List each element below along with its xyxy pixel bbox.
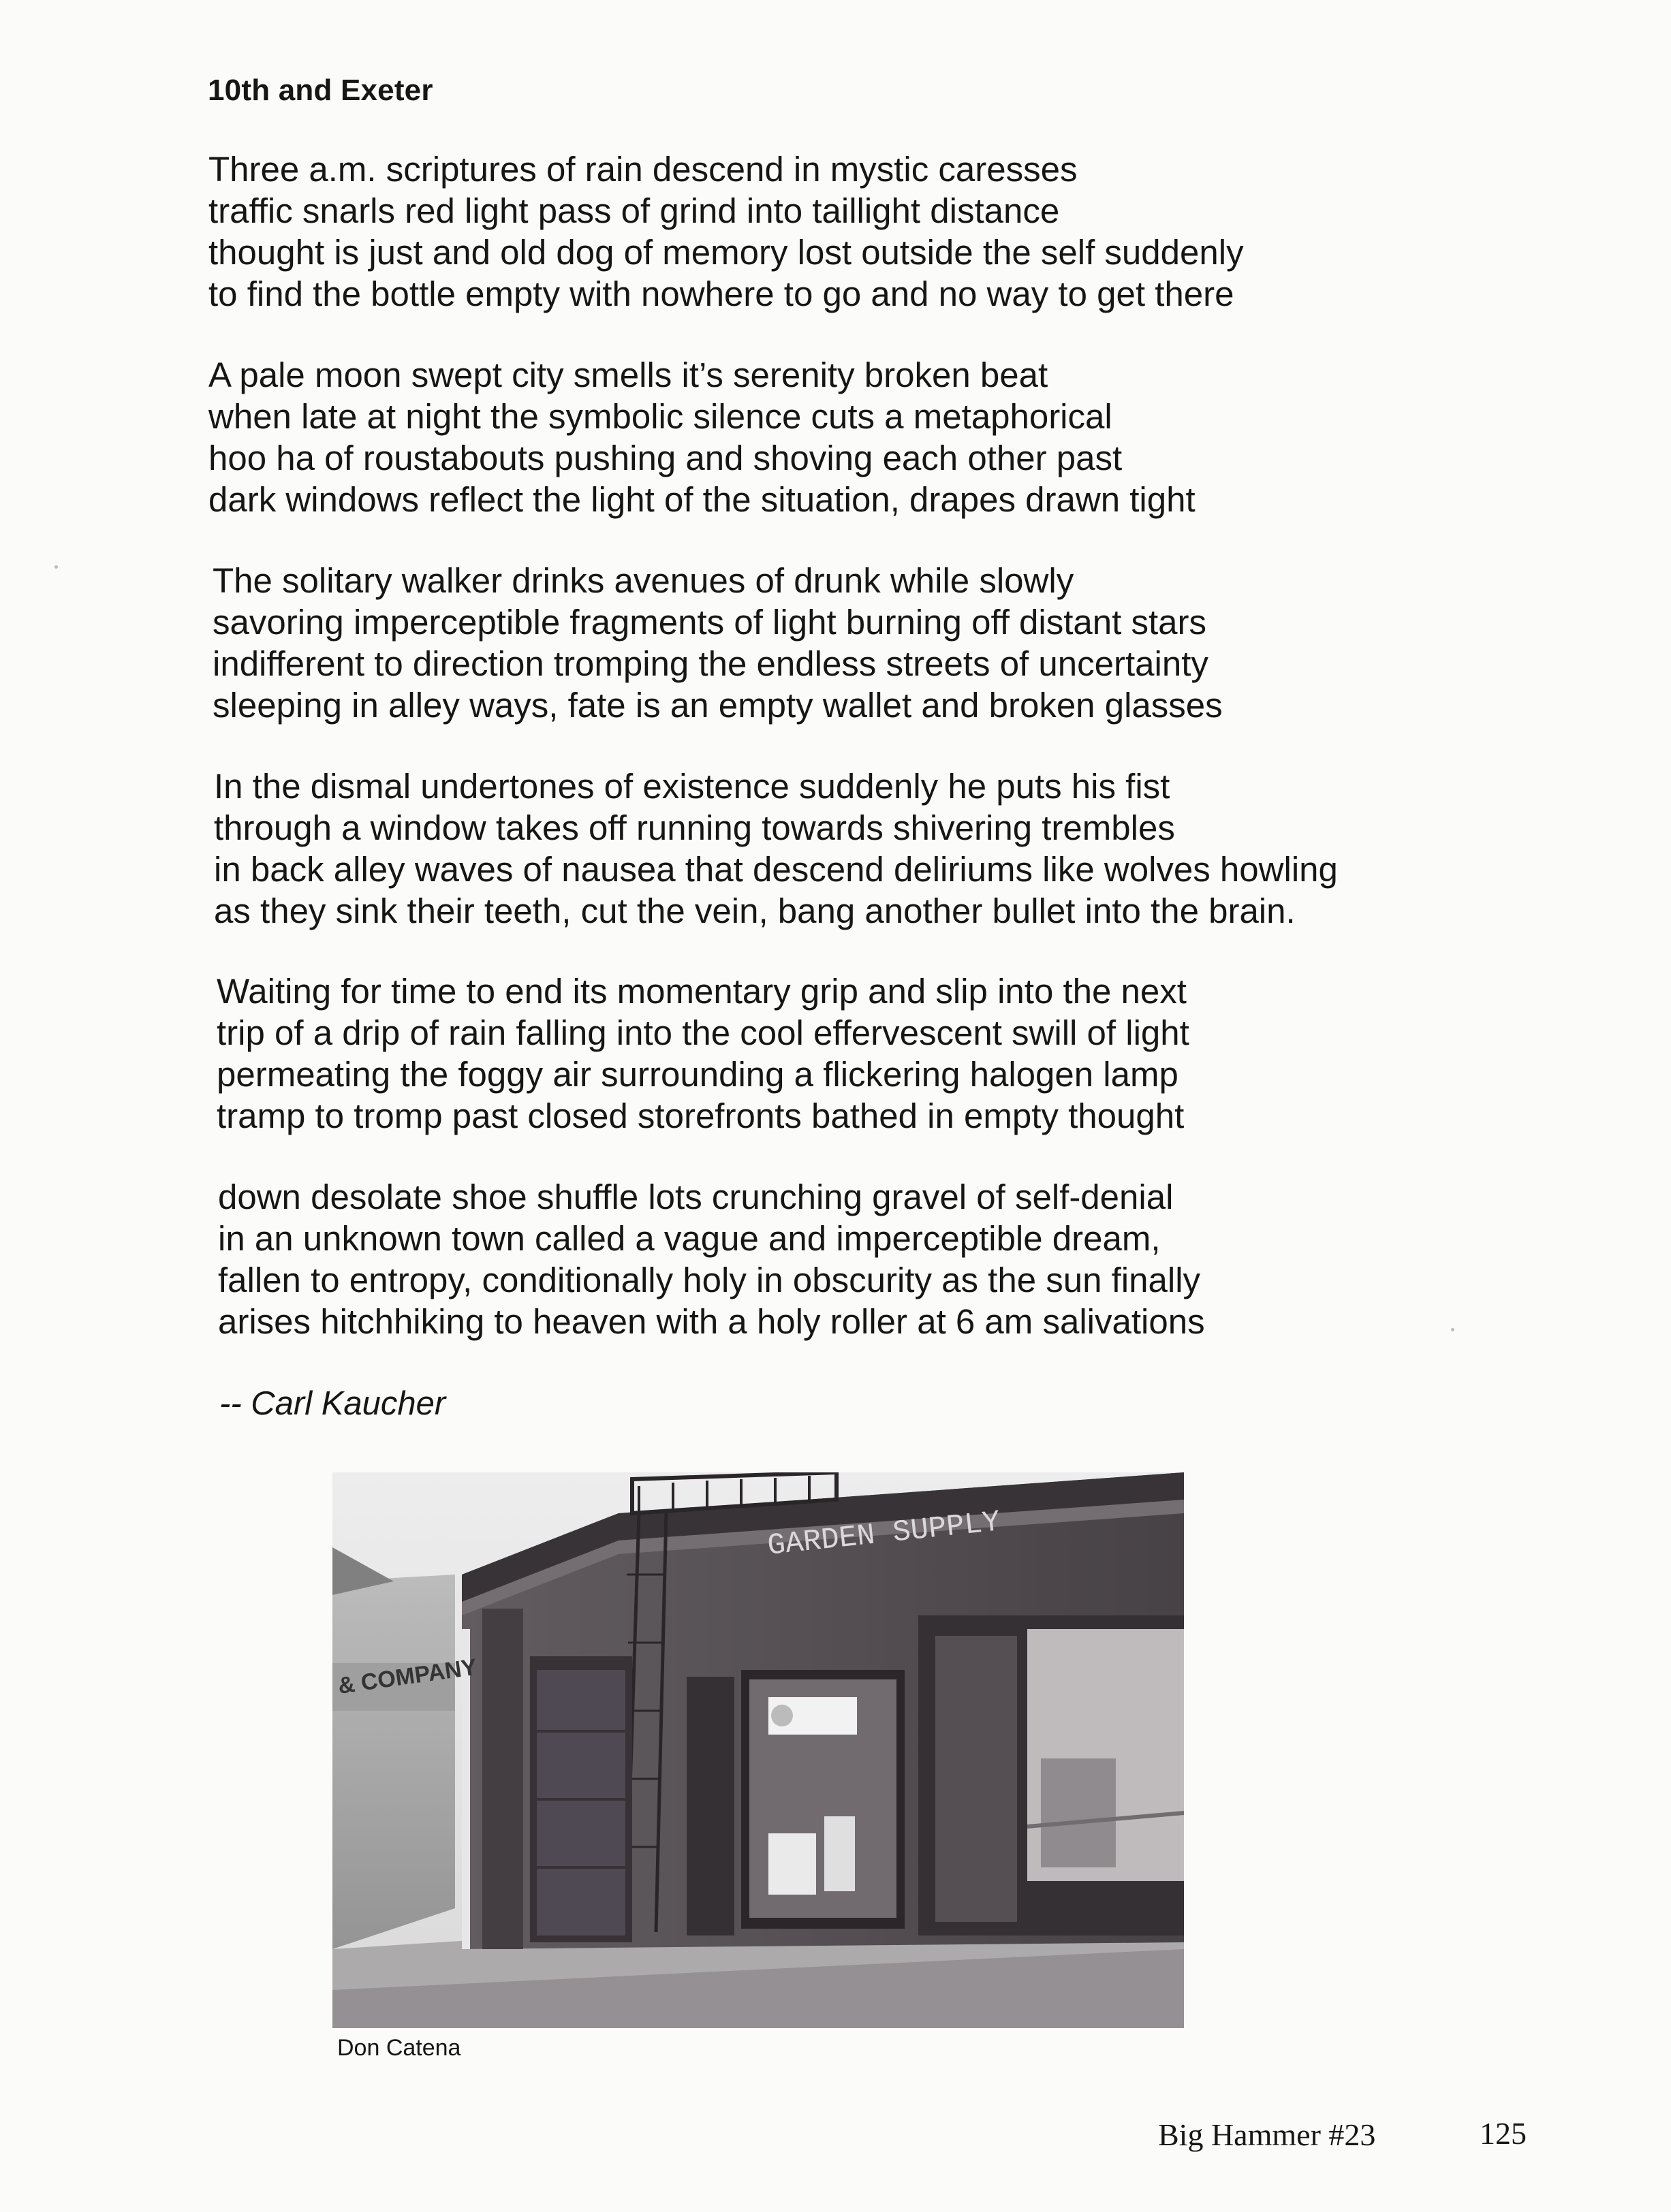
scan-speck <box>1451 1328 1454 1331</box>
poem-line: arises hitchhiking to heaven with a holy roller at 6 am salivations <box>218 1302 1205 1341</box>
stanza-1 <box>208 148 1244 315</box>
scan-speck <box>54 565 58 569</box>
poem-line: Three a.m. scriptures of rain descend in mystic caresses <box>208 150 1078 189</box>
stanza-6 <box>218 1176 1205 1342</box>
poem-line: fallen to entropy, conditionally holy in obscurity as the sun finally <box>218 1261 1201 1299</box>
storefront-photo <box>332 1472 1184 2028</box>
poem-line: Waiting for time to end its momentary grip and slip into the next <box>217 972 1187 1011</box>
poem-line: The solitary walker drinks avenues of drunk while slowly <box>213 561 1074 600</box>
poem-line: in back alley waves of nausea that descend deliriums like wolves howling <box>214 850 1338 889</box>
poem-line: down desolate shoe shuffle lots crunching gravel of self-denial <box>218 1178 1174 1216</box>
poem-author: -- Carl Kaucher <box>219 1385 446 1422</box>
stanza-4 <box>214 765 1338 932</box>
poem-line: dark windows reflect the light of the situation, drapes drawn tight <box>208 480 1196 519</box>
poem-line: permeating the foggy air surrounding a flickering halogen lamp <box>217 1055 1178 1094</box>
page-number: 125 <box>1480 2116 1527 2151</box>
photo-credit: Don Catena <box>337 2035 461 2061</box>
journal-name: Big Hammer #23 <box>1158 2117 1376 2152</box>
poem-line: traffic snarls red light pass of grind into taillight distance <box>208 191 1060 230</box>
poem-line: savoring imperceptible fragments of light burning off distant stars <box>213 603 1206 642</box>
poem-line: when late at night the symbolic silence cuts a metaphorical <box>208 397 1112 436</box>
poem-line: In the dismal undertones of existence suddenly he puts his fist <box>214 767 1170 806</box>
poem-line: through a window takes off running towards shivering trembles <box>214 808 1175 847</box>
left-building-sign: & COMPANY <box>336 1654 479 1699</box>
poem-line: A pale moon swept city smells it’s serenity broken beat <box>208 356 1048 394</box>
poem-line: as they sink their teeth, cut the vein, bang another bullet into the brain. <box>214 891 1296 930</box>
poem-line: thought is just and old dog of memory lost outside the self suddenly <box>208 233 1244 272</box>
poem-line: in an unknown town called a vague and imperceptible dream, <box>218 1219 1161 1258</box>
poem-line: to find the bottle empty with nowhere to go and no way to get there <box>208 274 1234 313</box>
garden-supply-sign: GARDEN SUPPLY <box>766 1505 1002 1564</box>
poem-line: trip of a drip of rain falling into the cool effervescent swill of light <box>217 1013 1189 1052</box>
poem-line: sleeping in alley ways, fate is an empty wallet and broken glasses <box>213 686 1223 725</box>
poem-line: hoo ha of roustabouts pushing and shoving each other past <box>208 439 1123 477</box>
stanza-3 <box>213 560 1223 726</box>
poem-line: tramp to tromp past closed storefronts bathed in empty thought <box>217 1096 1185 1135</box>
stanza-2 <box>208 354 1196 520</box>
poem-line: indifferent to direction tromping the endless streets of uncertainty <box>213 644 1208 683</box>
stanza-5 <box>217 970 1189 1137</box>
poem-title: 10th and Exeter <box>208 74 433 107</box>
